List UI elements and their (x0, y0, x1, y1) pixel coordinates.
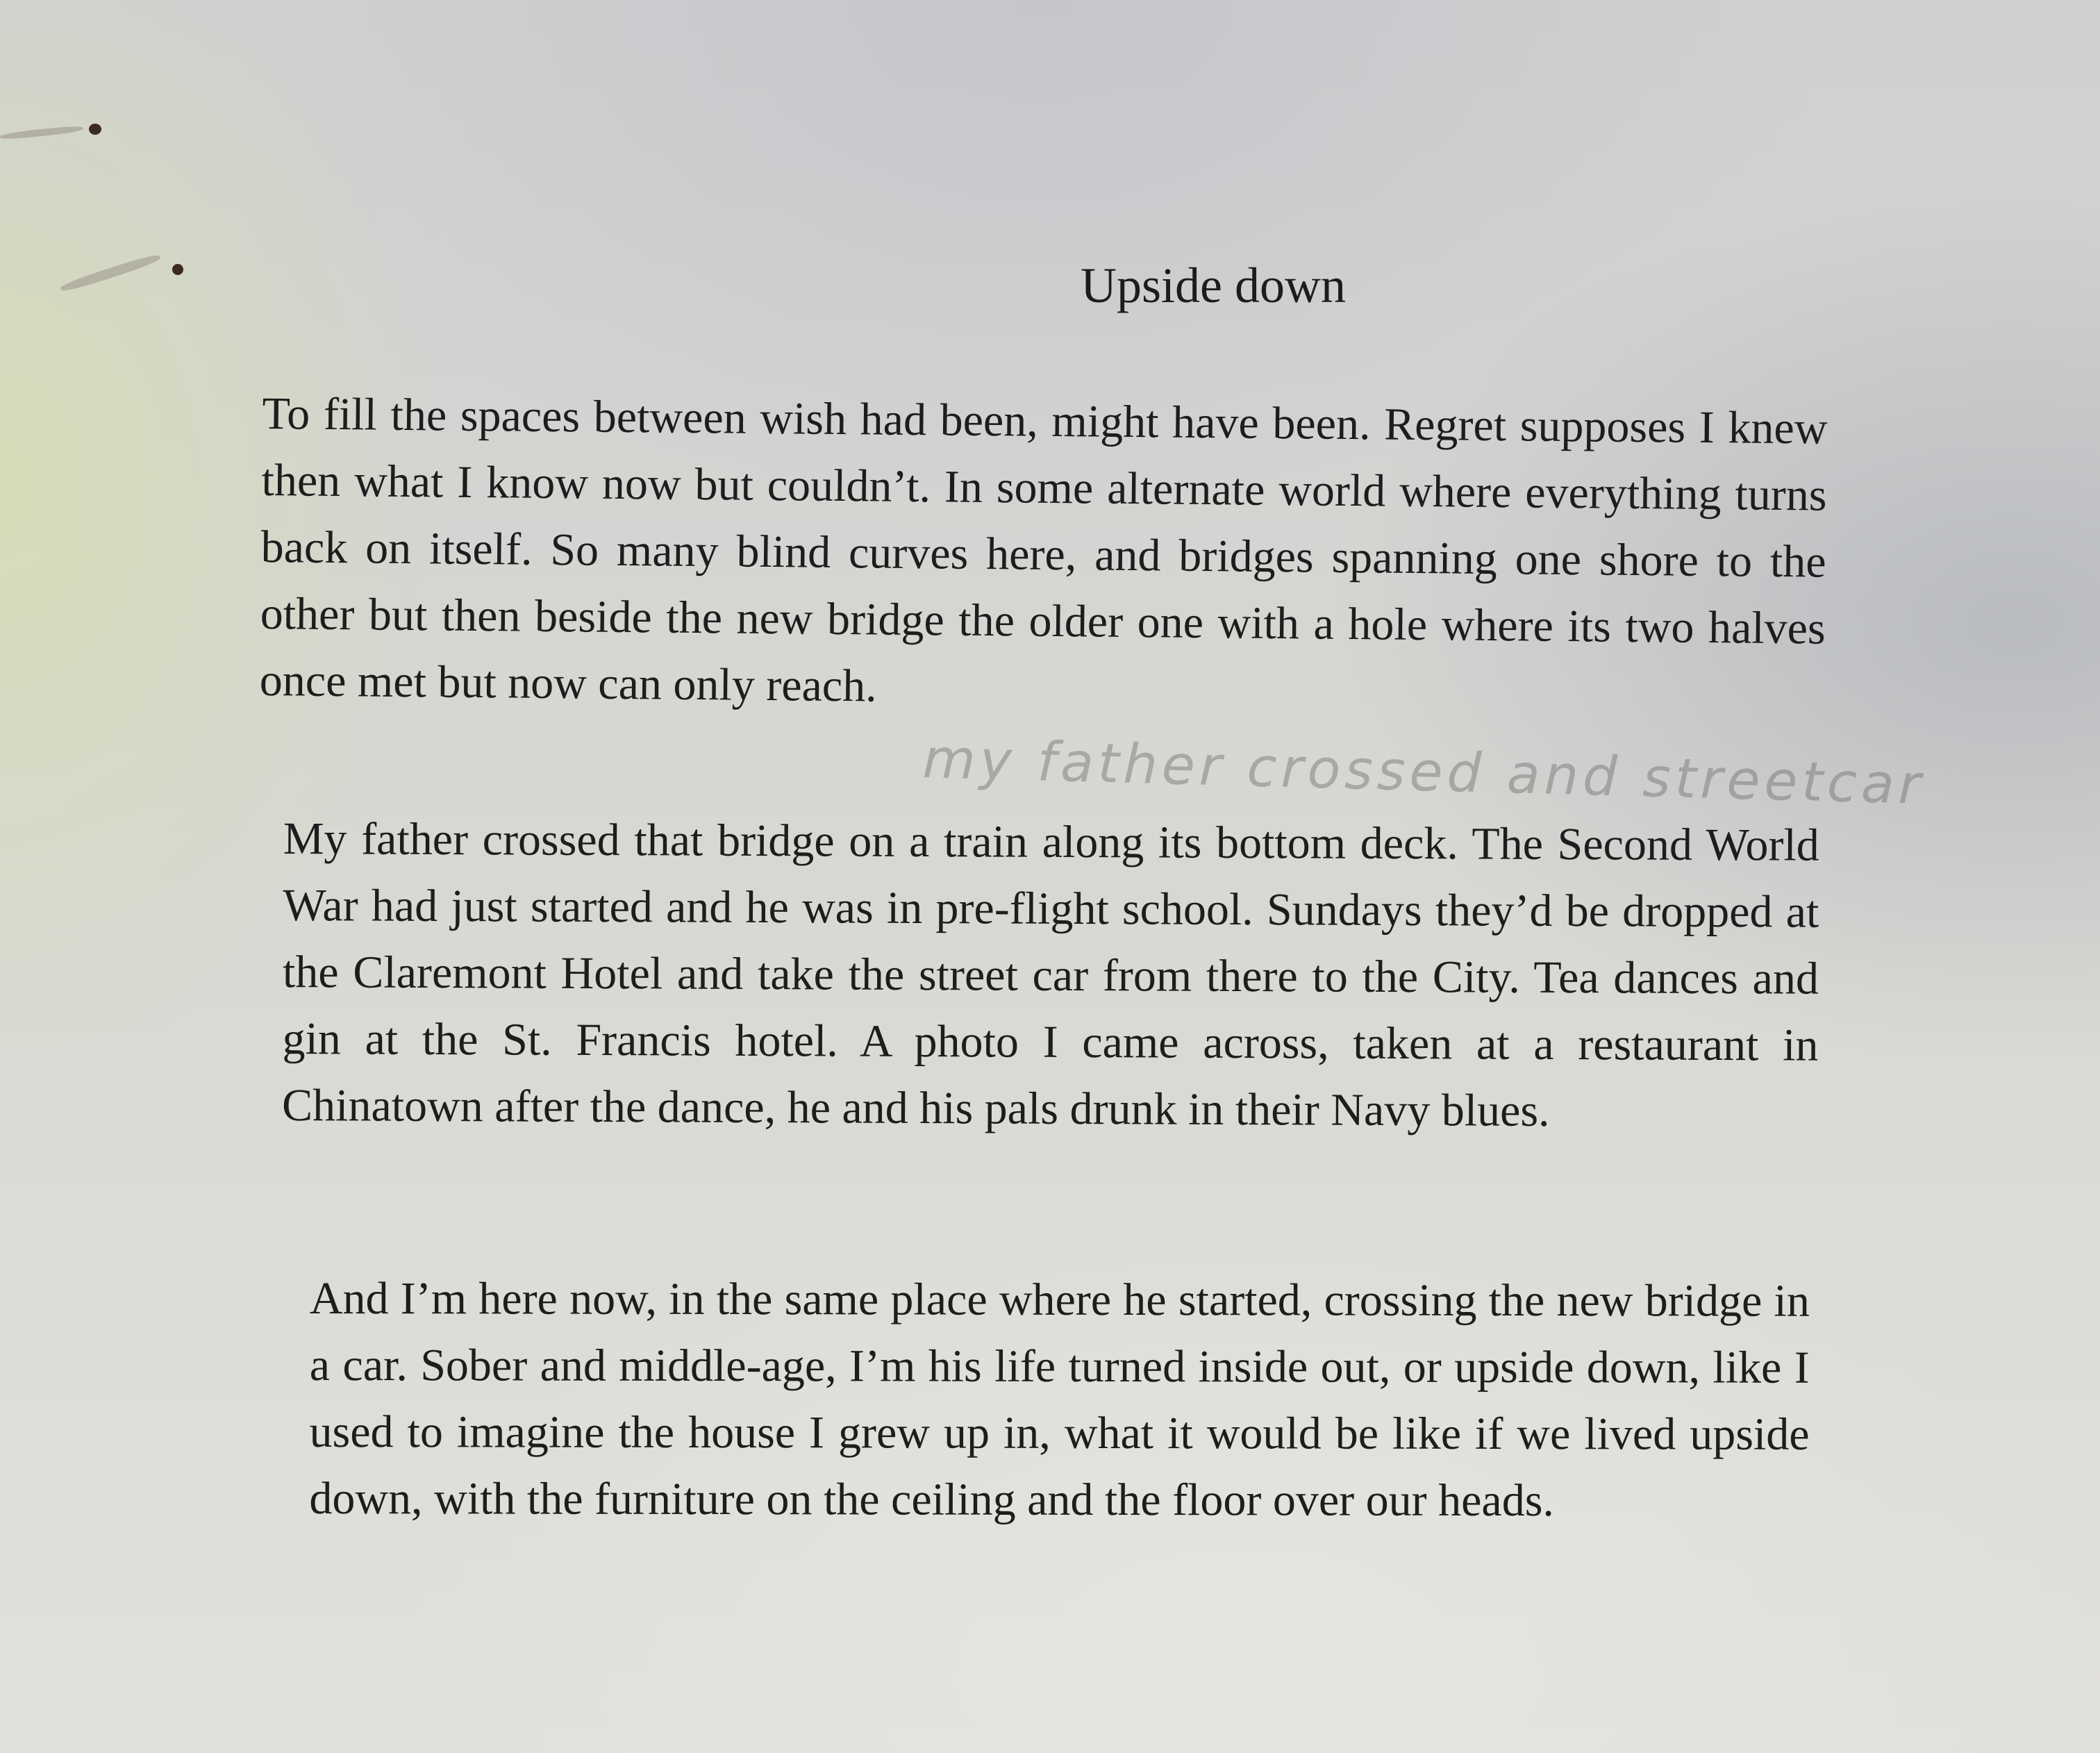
handwritten-annotation: my father crossed and streetcar (922, 728, 1926, 817)
paper-scuff-mark (0, 125, 83, 140)
paragraph-3: And I’m here now, in the same place where he started, crossing the new bridge in a car. Sober and middle-age, I’m his life turned inside out, or upside down, like I used to imagine the house I grew up in, what it would be like if we lived upside down, with the furniture on the ceiling and the floor over our heads. (309, 1273, 1810, 1527)
page-title: Upside down (1081, 258, 1346, 313)
punch-hole-mark (89, 124, 101, 135)
paragraph-1: To fill the spaces between wish had been, might have been. Regret supposes I knew then what I know now but couldn’t. In some alternate world where everything turns back on itself. So many blind curves here, and bridges spanning one shore to the other but then beside the new bridge the older one with a hole where its two halves once met but now can only reach. (259, 388, 1828, 712)
paragraph-2: My father crossed that bridge on a train along its bottom deck. The Second World War had just started and he was in pre-flight school. Sundays they’d be dropped at the Claremont Hotel and take the street car from there to the City. Tea dances and gin at the St. Francis hotel. A photo I came across, taken at a restaurant in Chinatown after the dance, he and his pals drunk in their Navy blues. (281, 813, 1819, 1136)
